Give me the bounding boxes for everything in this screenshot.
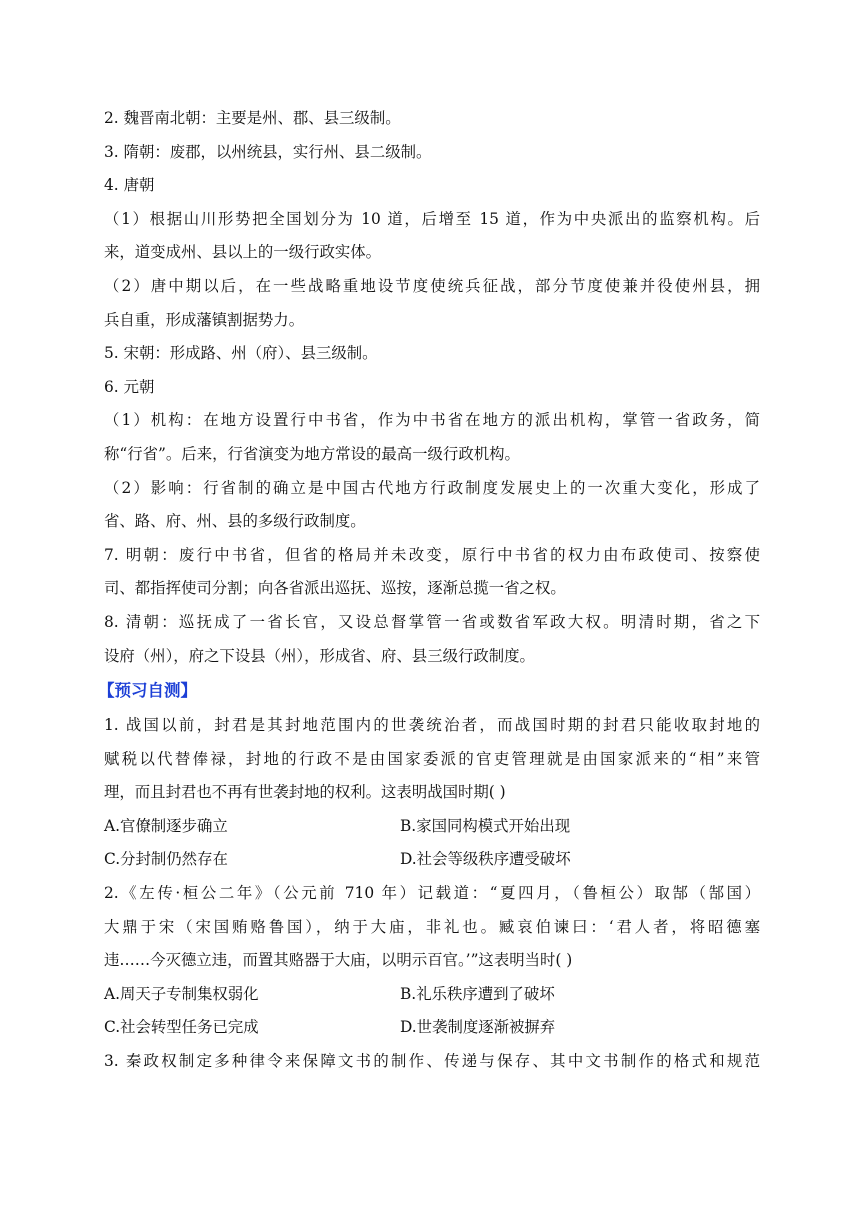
text-line: 来，道变成州、县以上的一级行政实体。: [104, 243, 382, 262]
section-title: 【预习自测】: [98, 681, 197, 701]
content-top: [104, 102, 760, 673]
options-row: [104, 978, 760, 1012]
question-line: 理，而且封君也不再有世袭封地的权利。这表明战国时期( ): [104, 783, 506, 802]
text-line: 设府（州），府之下设县（州），形成省、府、县三级行政制度。: [104, 646, 535, 665]
option-b: B.礼乐秩序遭到了破坏: [400, 984, 555, 1003]
text-line: 司、都指挥使司分割；向各省派出巡抚、巡按，逐渐总揽一省之权。: [104, 579, 566, 598]
option-a: A.官僚制逐步确立: [104, 816, 228, 835]
text-line: 2. 魏晋南北朝：主要是州、郡、县三级制。: [104, 109, 401, 127]
text-line: 4. 唐朝: [104, 176, 155, 195]
question-line: 2.《左传·桓公二年》（公元前 710 年）记载道：“夏四月，（鲁桓公）取郜（郜国）: [104, 884, 760, 903]
question-2: [104, 877, 760, 1045]
question-line: 3. 秦政权制定多种律令来保障文书的制作、传递与保存、其中文书制作的格式和规范: [104, 1052, 760, 1071]
question-line: 赋税以代替俸禄，封地的行政不是由国家委派的官吏管理就是由国家派来的“相”来管: [104, 749, 760, 768]
option-d: D.社会等级秩序遭受破坏: [400, 850, 571, 869]
text-line: 称“行省”。后来，行省演变为地方常设的最高一级行政机构。: [104, 444, 520, 463]
option-b: B.家国同构模式开始出现: [400, 816, 571, 835]
options-row: [104, 810, 760, 844]
text-line: 8. 清朝：巡抚成了一省长官，又设总督掌管一省或数省军政大权。明清时期，省之下: [104, 612, 760, 631]
options-row: [104, 843, 760, 877]
option-d: D.世袭制度逐渐被摒弃: [400, 1018, 556, 1037]
question-line: 违……今灭德立违，而置其赂器于大庙，以明示百官。’”这表明当时( ): [104, 951, 573, 970]
text-line: 7. 明朝：废行中书省，但省的格局并未改变，原行中书省的权力由布政使司、按察使: [104, 545, 760, 564]
options-row: [104, 1011, 760, 1045]
option-c: C.社会转型任务已完成: [104, 1018, 259, 1037]
text-line: 3. 隋朝：废郡，以州统县，实行州、县二级制。: [104, 142, 432, 161]
text-line: （1）机构：在地方设置行中书省，作为中书省在地方的派出机构，掌管一省政务，简: [104, 411, 760, 430]
text-line: （1）根据山川形势把全国划分为 10 道，后增至 15 道，作为中央派出的监察机构。后: [104, 209, 760, 228]
text-line: 省、路、府、州、县的多级行政制度。: [104, 512, 366, 531]
text-line: （2）唐中期以后，在一些战略重地设节度使统兵征战，部分节度使兼并役使州县，拥: [104, 276, 760, 295]
question-3: [104, 1045, 760, 1079]
question-1: [104, 709, 760, 877]
document-page: [98, 102, 760, 1079]
text-line: 5. 宋朝：形成路、州（府）、县三级制。: [104, 344, 378, 363]
text-line: （2）影响：行省制的确立是中国古代地方行政制度发展史上的一次重大变化，形成了: [104, 478, 760, 497]
question-line: 大鼎于宋（宋国贿赂鲁国），纳于大庙，非礼也。臧哀伯谏曰：‘君人者，将昭德塞: [104, 917, 760, 936]
question-line: 1. 战国以前，封君是其封地范围内的世袭统治者，而战国时期的封君只能收取封地的: [104, 716, 760, 735]
option-a: A.周天子专制集权弱化: [104, 984, 259, 1003]
option-c: C.分封制仍然存在: [104, 850, 228, 869]
text-line: 兵自重，形成藩镇割据势力。: [104, 310, 305, 329]
text-line: 6. 元朝: [104, 377, 155, 396]
